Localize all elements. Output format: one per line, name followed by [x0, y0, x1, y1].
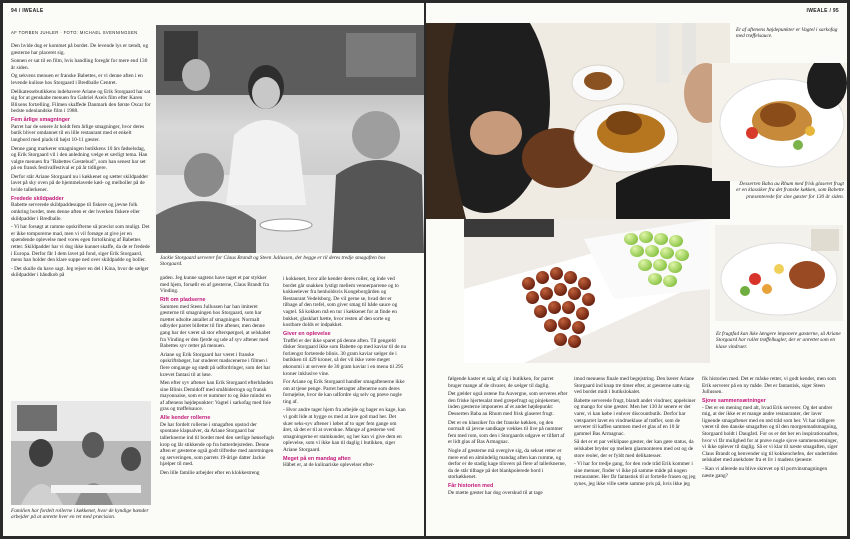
grape	[645, 245, 659, 257]
paragraph: Trøffel er der ikke sparet på denne aften. Til gengæld disker Storgaard ikke som Babette op med kaviar til de nu forlængst fortærede blinis. 30 gram kaviar sælger de i butikken til 429 kroner, så der vil ikke være meget økonomi i at servere de 30 gram kaviar i en menu til 295 kroner inklusive vine.	[283, 337, 407, 377]
paragraph: Ariane og Erik Storgaard har været i franske opskriftsbøger, har studeret madscenerne i filmen i flere omgange og stødt på udfordringer, som det har krævet fantasi til at løse.	[160, 351, 271, 378]
article-column-2	[160, 275, 276, 533]
paragraph: Sonnen er sat til en film, hvis handling foregår for mere end 130 år siden.	[11, 58, 148, 71]
paragraph: - Hvor andre tager hjem fra arbejde og bager en kage, kan vi godt lide at hygge os med at lave god mad her. Det skær seks-syv aftener i løbet af to uger fem gange om året, så det er til at overskue. Mange af gæsterne ved smagningerne er stamkunder, og her kan vi give dem en oplevelse, som vi ikke kan til daglig i butikken, siger Ariane Storgaard.	[283, 407, 406, 454]
truffle	[564, 271, 577, 284]
truffle	[522, 277, 535, 290]
photo-caption-dinner: Jackie Storgaard serverer for Claus Brandt og Steen Jullussen, der begge er til deres tredje smagaften hos Storgaard.	[160, 255, 386, 268]
kitchen-photo	[11, 401, 151, 505]
grape	[630, 245, 644, 257]
article-column-6	[702, 376, 840, 532]
subheading: Fem årlige smagninger	[11, 116, 71, 123]
grape	[675, 249, 689, 261]
paragraph: Så det er et par velklipase gæster, der kan gøre status, da selskabet bryder op mellem glasmonteren med ost og de store reoler, der er fyldt med delikatesser.	[574, 439, 694, 459]
paragraph: Parret har de senere år holdt fem årlige smagninger, hvor deres butik bliver omdannet til en lille restaurant med et enkelt langbord med plads til højst 10-11 gæster.	[11, 123, 145, 143]
paragraph: Den lille familie arbejder efter en klokkestreng	[160, 470, 260, 477]
page-number-left: 94 / IWEALE	[11, 8, 44, 14]
grape	[624, 233, 638, 245]
paragraph: fik historien med. Det er måske retter, vi godt kender, men som Erik serverer på en ny måde. Det er fantastisk, siger Steen Jullussen.	[702, 376, 837, 396]
grape	[663, 275, 677, 287]
truffle	[578, 277, 591, 290]
paragraph: De har fordelt rollerne i smagaften opstod der spontane klapsalver, da Ariane Storgaard bar tallerknerne ind til bordet med den særlige hønsefugls krop og lår stikkende op fra butterdejsreden. Denne aften er gæsterne også godt tilfredse med anretningen og serveringen, som parrets 19-årige datter Jackie hjælper til med.	[160, 421, 275, 468]
paragraph: Den hvide dug er kommet på bordet. De levende lys er tændt, og gæsterne har placeret sig.	[11, 43, 149, 56]
quail-dinner-photo-art	[426, 23, 730, 219]
paragraph: følgende kaster et salg af sig i butikken, for parret bruger mange af de råvarer, de sælger til daglig.	[448, 376, 554, 389]
plated-dish-photo	[715, 225, 843, 321]
photo-caption-dessert: Desserten Baba au Rhum med frisk glaseret frugt er en klassiker fra det franske køkken, som Babette præsenterede for sine gæster for 130 år siden.	[736, 181, 844, 200]
truffle	[540, 287, 553, 300]
article-column-5	[574, 376, 696, 532]
truffle	[526, 291, 539, 304]
truffle	[554, 283, 567, 296]
paragraph: Babette serverede skildpaddesuppe til fiskere og jævne folk omkring bordet, men denne aften er der hverken fiskere eller skildpadder i Bredballe.	[11, 202, 140, 222]
byline: AF TORBEN JUHLER · FOTO: MICHAEL SVENNINGSEN	[11, 30, 138, 35]
article-column-4	[448, 376, 568, 532]
paragraph: De mætte gæster har dog overskud til at tage	[448, 489, 543, 496]
paragraph: Denne gang markerer smagningen butikkens 10 års fødselsdag, og Erik Storgaard vil i den anledning vælge et særligt tema. Han valgte menuen fra "Babettes Gæstebud", som han senest har set på en fransk festivalfestival er på år tidligere.	[11, 145, 148, 172]
paragraph: Det gælder også ostene fra Auvergne, som serveres efter den friske hjertesalat med græpefrugt og pinjekerner, inden gæsterne imponeres af et andet højdepunkt: Desserten Baba au Rhum med frisk glaseret frugt.	[448, 391, 568, 417]
plated-dish-photo-art	[715, 225, 843, 321]
truffle	[576, 307, 589, 320]
article-column-1	[11, 43, 151, 395]
paragraph: Håbet er, at de kulinariske oplevelser efter-	[283, 462, 375, 469]
truffle	[572, 321, 585, 334]
subheading: Giver en oplevelse	[283, 330, 331, 337]
paragraph: Derfor står Ariane Storgaard nu i køkkenet og sætter skildpadder lavet på sky oven på de hjemmelavede kød- og melboller på de hvide tallerkener.	[11, 173, 149, 194]
truffle	[554, 333, 567, 346]
truffle	[568, 335, 581, 348]
paragraph: - Vi har forsøgt at ramme opskrifterne så præcist som muligt. Det er ikke tomporerne mad, men vi vil forsøge at give jer en spændende oplevelse med vores egen fortolkning af Babettes retter. Skildpadder har vi dog ikke kunnet skaffe, da de er fredede i Europa. Derfor får I dem lavet på fond, siger Erik Storgaard, mens han holder den klare suppe ned over skildpadde og boller.	[11, 224, 150, 264]
paragraph: - Kan vi allerede nu blive skrevet op til portvinsmagningen næste gang?	[702, 465, 828, 479]
truffle	[582, 293, 595, 306]
subheading: Sjove sammensætninger	[702, 397, 766, 404]
photo-caption-kitchen: Familien har fordelt rollerne i køkkenet, hvor de kyndige hænder arbejder på at anrette hver en ret med præcision.	[11, 508, 149, 521]
truffle	[562, 301, 575, 314]
tasting-dinner-photo	[156, 25, 424, 253]
truffle	[558, 317, 571, 330]
grape	[669, 235, 683, 247]
paragraph: i kokkenet, hvor alle kender deres roller, og inde ved bordet går snakken lystigt mellem vennerparrene og to kokkeelever fra henholdsvis Kongeborgården og Restaurant Vedelsborg. De vil gerne se, hvad der er tilbage af den trefel, som giver smag til både sauce og vagtel. Så kokken må en tur i køkkenet for at finde en bukket, glasklart hætte, hvor resten af den sorte og kostbare dolds er indpakket.	[283, 276, 399, 329]
paragraph: - Vi har for tredje gang, for den rode tråd Erik kommer i sine menuer, finder vi ikke på samme måde på nogen restauranter. Her får fantastisk til at fortælle frasen og jeg synes, jeg ikke ville sætte samme pris på, hvis ikke jeg	[574, 461, 696, 487]
paragraph: Og sekvens menuen er franske Babettes, er vi denne aften i en levende kulisse hos Storgaard i Bredballe Centret.	[11, 73, 143, 86]
grape	[653, 259, 667, 271]
paragraph: For Ariane og Erik Storgaard handler smagaftenerne ikke om at tjene penge. Parret betragter aftenerne som deres fornøjelse, hvor de kan udfordre sig selv og prøve nogle ting af.	[283, 379, 405, 405]
truffle	[536, 271, 549, 284]
photo-caption-fruit: Et frugtfad kan ikke længere imponere gæsterne, så Ariane Storgaard har rullet trøffelkugler, der er anrettet som en klase vindruer.	[716, 331, 841, 350]
page-number-right: IWEALE / 95	[806, 8, 839, 14]
paragraph: Nogle af gæsterne må overgive sig, da sekset retter er mere end en almindelig mandag aften kan rumme, og derfor er de stadig kage tilovers på flere af tallerknerne, da de står tilbage på det blankpolerede bord i storkøkkenet.	[448, 447, 566, 481]
subheading: Meget på en mandag aften	[283, 455, 351, 462]
truffle	[544, 319, 557, 332]
truffle	[568, 287, 581, 300]
dessert-photo-art	[712, 63, 847, 181]
paragraph: Delikatessebutikkens indehavere Ariane og Erik Storgaard har sat sig for at genskabe menuen fra Gabriel Axels film efter Karen Blixens fortælling. Filmen skaffede Danmark den første Oscar for bedste udenlandske film i 1988.	[11, 88, 151, 115]
paragraph: - Det er en mening med alt, hvad Erik serverer. Og det undrer mig, at der ikke er et mange andre restauranter, der laver lignende smagaftener med en rød tråd som her. Vi har tidligere været til den danske smagaften og til den morgenmadsmagning, Storgaard holdt i Daugård. For os er det her en inspirationsaften, hvor vi får mulighed for at prøve nogle sjove sammensætninger, vi ikke oplever til daglig. Så er vi klar til næste smagaften, siger Claus Brandt og henvender sig til kokkenchefen, der undertiden selskabet med anekdoter fra et liv i madens tjeneste:	[702, 404, 839, 464]
truffle	[534, 305, 547, 318]
dessert-photo	[712, 63, 847, 181]
grape	[639, 231, 653, 243]
paragraph: Babette serverede frugt, blandt andet vindruer, appelsiner og mango for sine gæster. Men her 130 år senere er det varer, vi kan købe i enhver discountbutik. Derfor har vætsparret lavet en vindrueklase af trøfler, som de serverer til kaffen sammen med et glas af en 10 år gammel Bas Armagnac.	[574, 397, 696, 437]
truffle-grapes-photo	[464, 219, 710, 363]
subheading: Rift om pladserne	[160, 296, 206, 303]
tasting-dinner-photo-art	[156, 25, 424, 253]
grape	[654, 233, 668, 245]
paragraph: Det er en klassiker fra det franske køkken, og den normalt så jævne sandkage vækkes til live på nummer fem med rom, som den i Storgaards udgave er tilført af et lidt glas af Bas Armagnac.	[448, 419, 565, 446]
article-column-3	[283, 276, 407, 532]
truffle	[550, 267, 563, 280]
subheading: Får historien med	[448, 482, 494, 489]
truffle	[548, 301, 561, 314]
grape	[648, 273, 662, 285]
paragraph: Men efter syv aftener kan Erik Storgaard efterhånden sine Blinis Demidoff med småbiderrogn og fransk mayonnaise, som er et nummer to og ikke mindst en af aftenens højdepunkter: Vagtel i sarkofag med foie gras og trøffelsauce.	[160, 380, 274, 413]
paragraph: gaden. Jeg kunne sagtens have taget et par stykker med hjem, forsøllr en af gæsterne, Claus Brandt fra Vinding.	[160, 275, 269, 295]
paragraph: imod menuens finale med begejstring. Den bærer Ariane Storgaard ind knap tre timer efter, at gæsterne satte sig ved bordet midt i butikslokalet.	[574, 376, 695, 396]
kitchen-photo-art	[11, 401, 151, 505]
paragraph: - Det skulle du have sagt. Jeg rejser en del i Kina, hvor de sælger skildpadder i håndkob på	[11, 265, 149, 279]
subheading: Alle kender rollerne	[160, 415, 211, 422]
quail-dinner-photo	[426, 23, 730, 219]
grape	[668, 261, 682, 273]
subheading: Fredede skildpadder	[11, 195, 64, 202]
grape	[638, 259, 652, 271]
paragraph: Sammen med Steen Jullussen har han imiteret gæsterne til smagningen hos Storgaard, som har mættet udsolte antallet af smagninger. Normalt udbyder parret billetter til fire aftener, men denne gang har der været så stor efterspørgsel, at selskabet fra Vinding er den fjerde og ude af syv aftener med Babettes syv retter på menuen.	[160, 303, 271, 350]
photo-caption-quail: Et af aftenens højdepunkter er Vagtel i sarkofag med trøffelsauce.	[736, 27, 838, 40]
grape	[660, 247, 674, 259]
